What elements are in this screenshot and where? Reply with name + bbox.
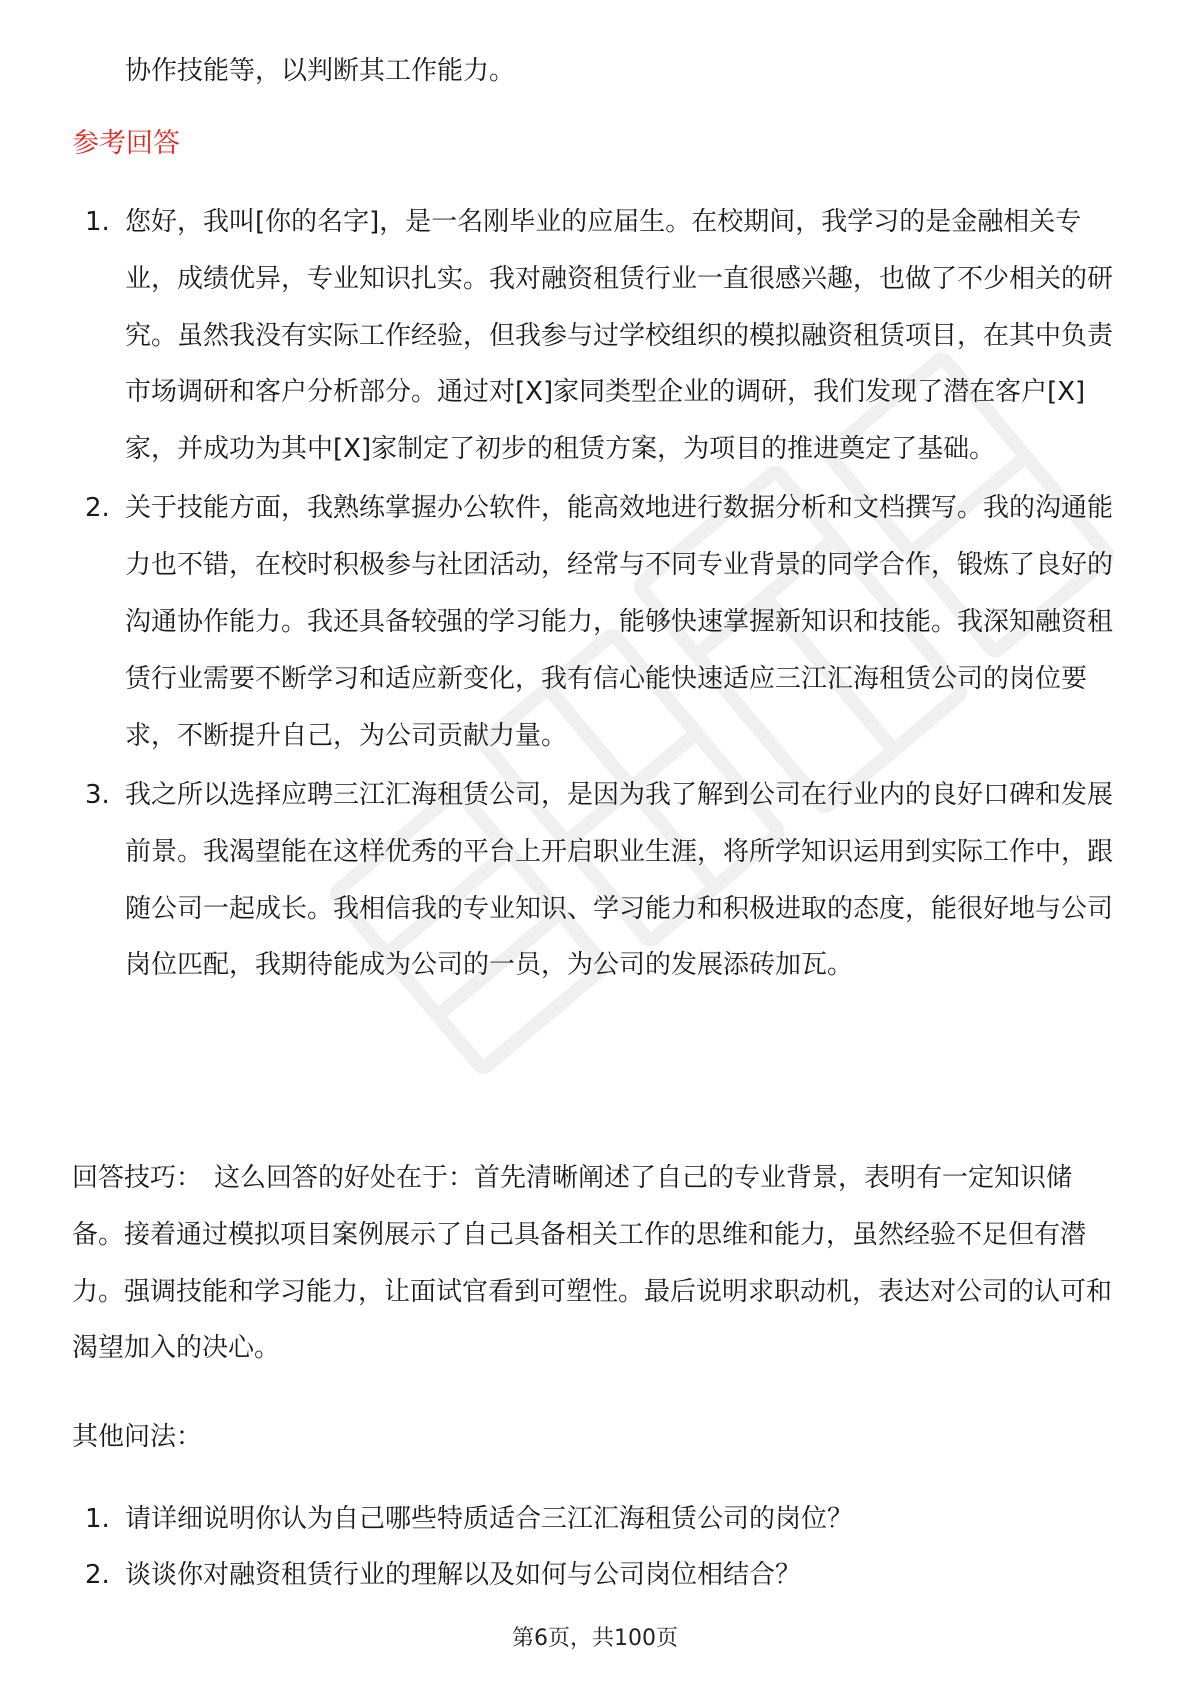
other-questions-list <box>72 1491 1122 1603</box>
answer-item <box>72 194 1122 478</box>
answer-number: 2. <box>85 493 110 524</box>
answer-item <box>72 767 1122 994</box>
other-question-item <box>72 1491 1122 1547</box>
other-question-item <box>72 1547 1122 1603</box>
answer-item <box>72 480 1122 764</box>
tips-text: 这么回答的好处在于：首先清晰阐述了自己的专业背景，表明有一定知识储备。接着通过模拟项目案例展示了自己具备相关工作的思维和能力，虽然经验不足但有潜力。强调技能和学习能力，让面试官看到可塑性。最后说明求职动机，表达对公司的认可和渴望加入的决心。 <box>72 1163 1113 1364</box>
question-number: 2. <box>85 1560 110 1590</box>
question-text: 请详细说明你认为自己哪些特质适合三江汇海租赁公司的岗位？ <box>125 1504 854 1534</box>
reference-answer-heading: 参考回答 <box>72 128 180 159</box>
answer-tips <box>72 1150 1122 1377</box>
question-text: 谈谈你对融资租赁行业的理解以及如何与公司岗位相结合？ <box>125 1560 802 1590</box>
page-number-footer: 第6页，共100页 <box>512 1626 678 1651</box>
question-number: 1. <box>85 1504 110 1534</box>
answer-text: 关于技能方面，我熟练掌握办公软件，能高效地进行数据分析和文档撰写。我的沟通能力也不错，在校时积极参与社团活动，经常与不同专业背景的同学合作，锻炼了良好的沟通协作能力。我还具备较强的学习能力，能够快速掌握新知识和技能。我深知融资租赁行业需要不断学习和适应新变化，我有信心能快速适应三江汇海租赁公司的岗位要求，不断提升自己，为公司贡献力量。 <box>125 493 1114 751</box>
answer-number: 1. <box>85 207 110 237</box>
continuation-text: 协作技能等，以判断其工作能力。 <box>125 56 516 86</box>
tips-label: 回答技巧： <box>72 1163 203 1193</box>
answer-list <box>72 194 1122 997</box>
answer-text: 您好，我叫[你的名字]，是一名刚毕业的应届生。在校期间，我学习的是金融相关专业，成绩优异，专业知识扎实。我对融资租赁行业一直很感兴趣，也做了不少相关的研究。虽然我没有实际工作经验，但我参与过学校组织的模拟融资租赁项目，在其中负责市场调研和客户分析部分。通过对[X]家同类型企业的调研，我们发现了潜在客户[X]家，并成功为其中[X]家制定了初步的租赁方案，为项目的推进奠定了基础。 <box>125 207 1114 465</box>
answer-number: 3. <box>85 779 110 810</box>
answer-text: 我之所以选择应聘三江汇海租赁公司，是因为我了解到公司在行业内的良好口碑和发展前景。我渴望能在这样优秀的平台上开启职业生涯，将所学知识运用到实际工作中，跟随公司一起成长。我相信我的专业知识、学习能力和积极进取的态度，能很好地与公司岗位匹配，我期待能成为公司的一员，为公司的发展添砖加瓦。 <box>125 779 1114 981</box>
other-questions-title: 其他问法： <box>72 1422 203 1452</box>
